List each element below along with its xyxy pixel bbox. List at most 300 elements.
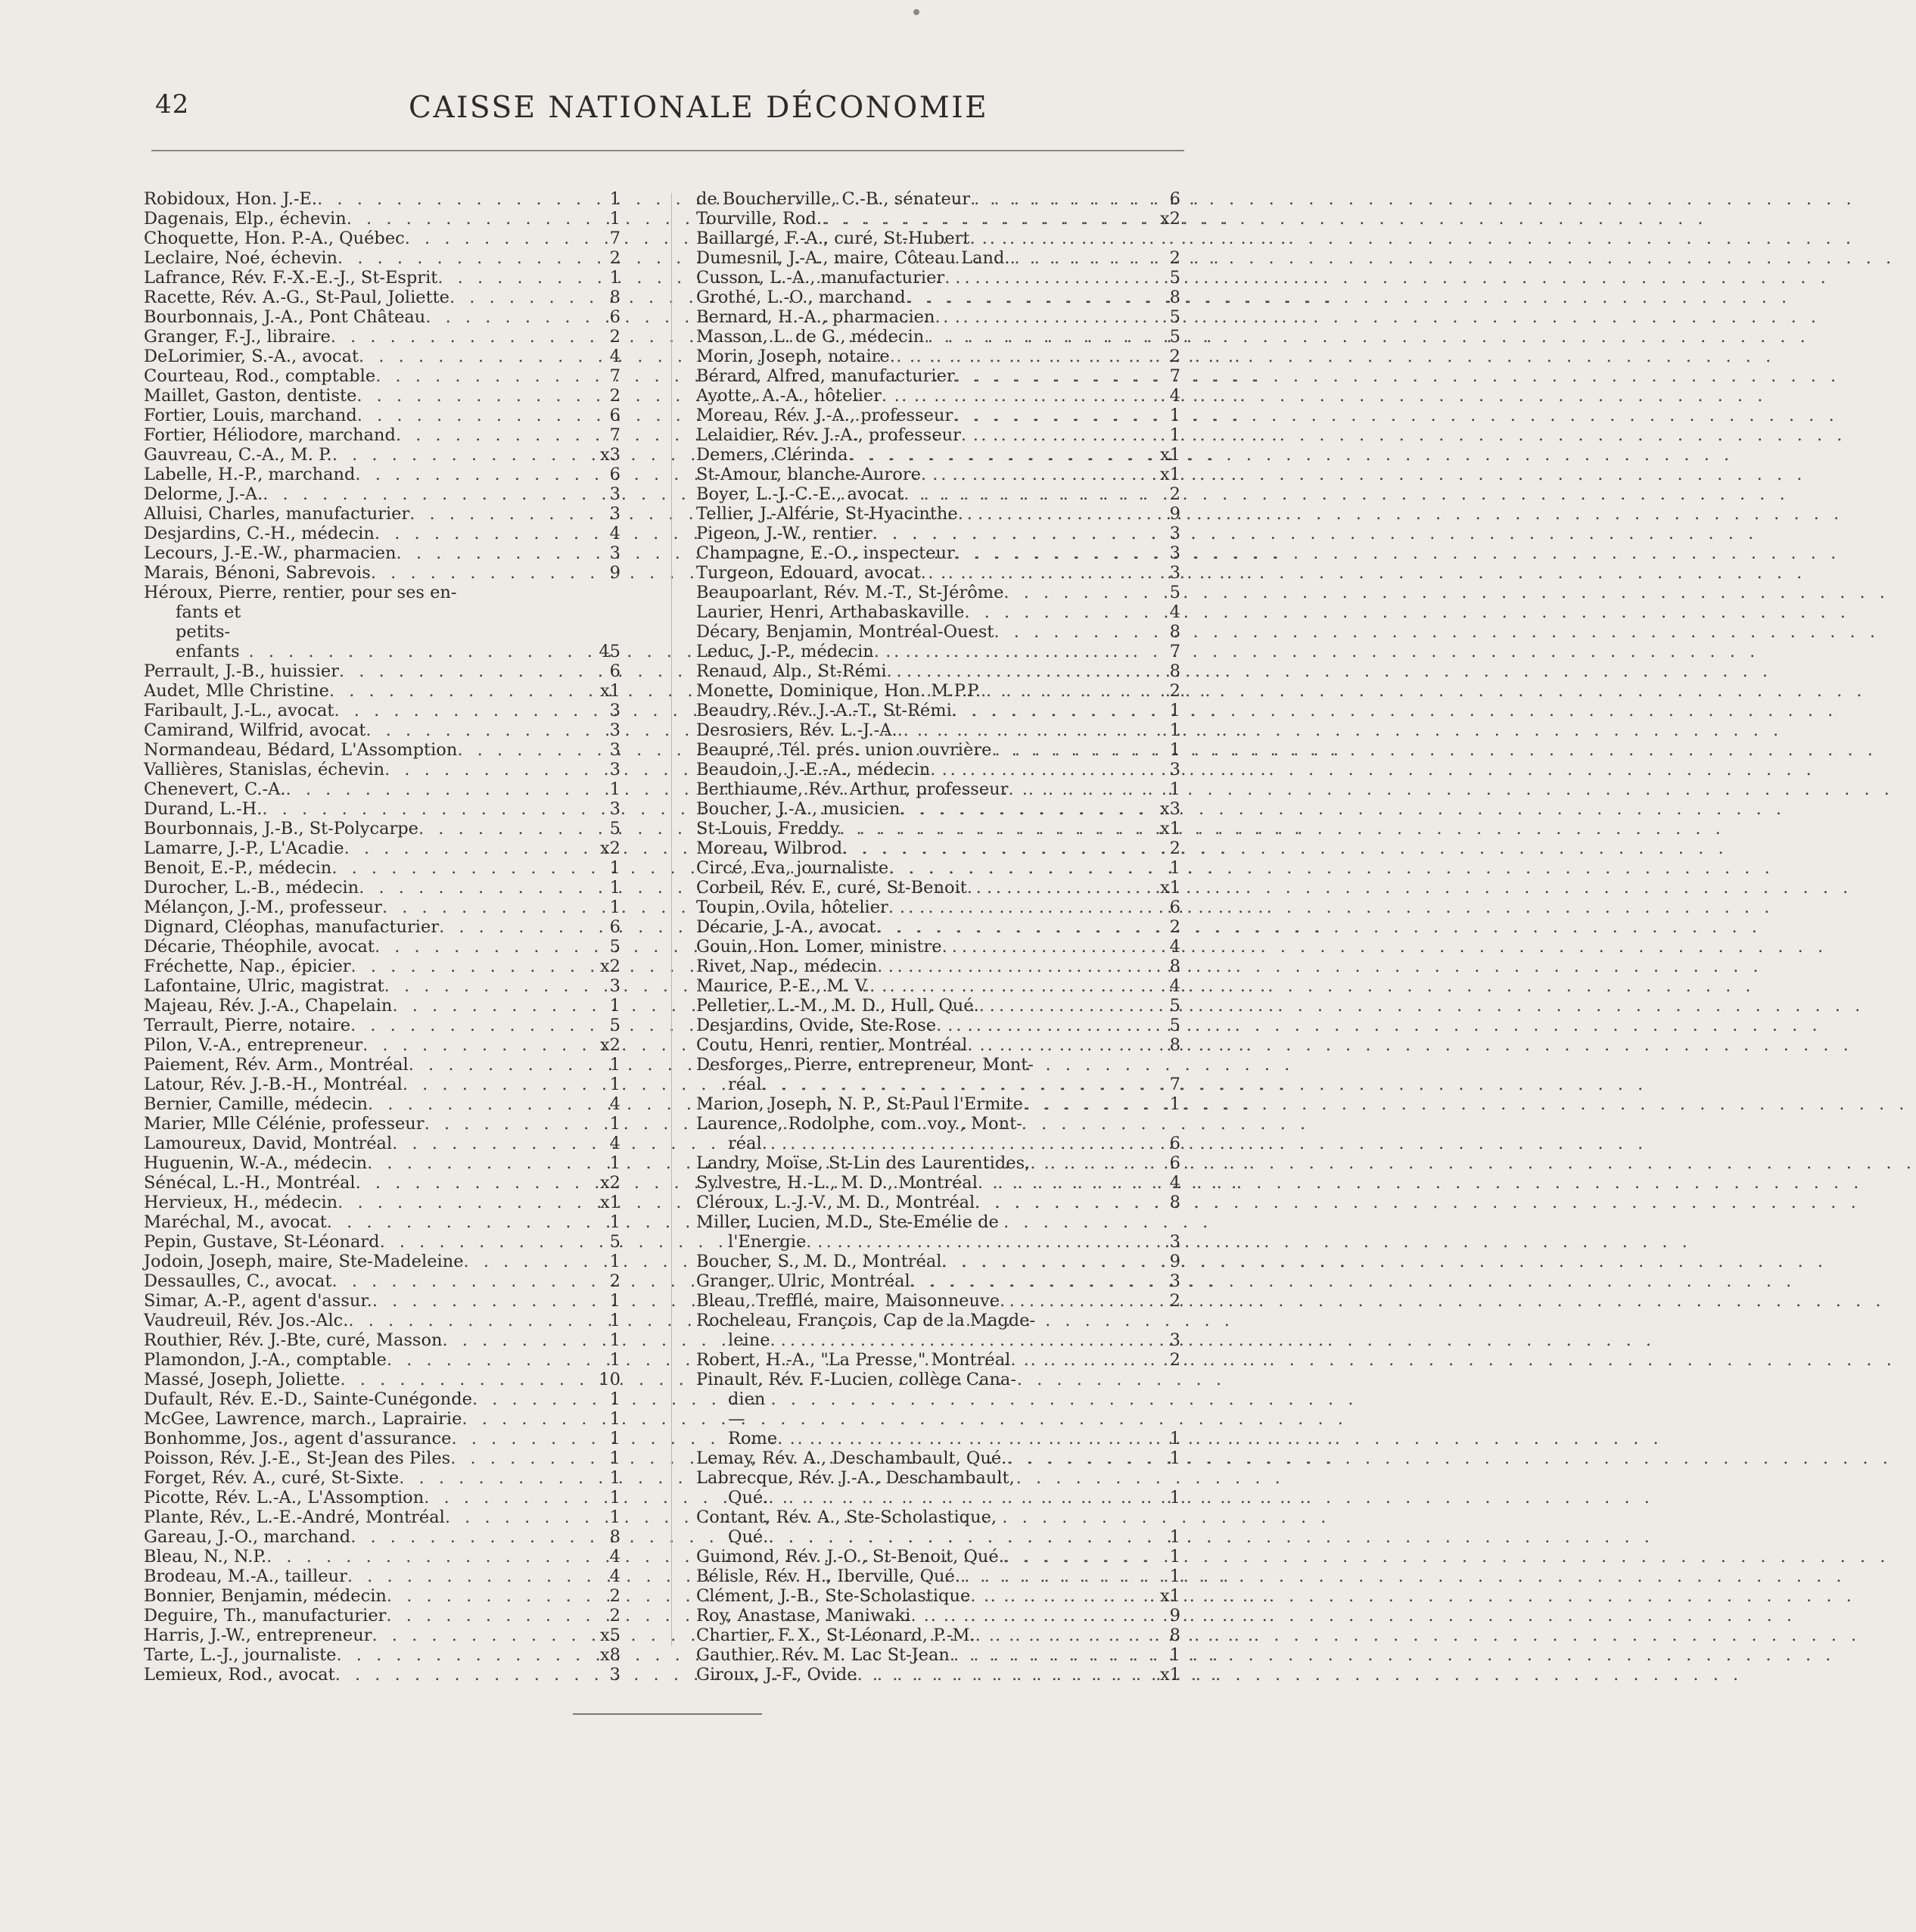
entry-name: Maréchal, M., avocat	[144, 1212, 327, 1232]
list-item	[696, 602, 1180, 622]
entry-name: Ayotte, A.-A., hôtelier	[696, 386, 882, 406]
entry-count: 1	[609, 1291, 621, 1311]
entry-name: Brodeau, M.-A., tailleur	[144, 1566, 347, 1586]
dot-leader	[768, 1488, 1150, 1507]
dot-leader	[266, 1547, 590, 1566]
entry-count: 6	[1169, 189, 1180, 209]
list-item	[696, 229, 1180, 248]
list-item	[144, 504, 621, 524]
entry-name: Lelaidier, Rév. J.-A., professeur	[696, 425, 961, 445]
dot-leader	[339, 661, 590, 681]
entry-name: Choquette, Hon. P.-A., Québec	[144, 229, 405, 248]
entry-count: 8	[609, 288, 621, 307]
entry-name: Vaudreuil, Rév. Jos.-Alc.	[144, 1311, 349, 1330]
page-header	[155, 89, 1180, 135]
list-item	[144, 701, 621, 720]
list-item	[144, 1350, 621, 1370]
page-speck	[913, 9, 919, 15]
dot-leader	[970, 1586, 1150, 1606]
entry-count: 1	[609, 189, 621, 209]
list-item	[696, 425, 1180, 445]
entry-count: 1	[609, 1330, 621, 1350]
list-item	[696, 445, 1180, 465]
entry-name: Hervieux, H., médecin	[144, 1193, 338, 1212]
list-item	[144, 1114, 621, 1134]
dot-leader	[380, 1232, 590, 1252]
list-item	[144, 681, 621, 701]
entry-count: 2	[1169, 484, 1180, 504]
dot-leader	[365, 720, 590, 740]
entry-name: Bourbonnais, J.-A., Pont Château	[144, 307, 426, 327]
dot-leader	[399, 1468, 590, 1488]
dot-leader	[396, 425, 590, 445]
entry-count: 3	[1169, 543, 1180, 563]
entry-name: Normandeau, Bédard, L'Assomption	[144, 740, 458, 760]
entry-name: Berthiaume, Rév. Arthur, professeur	[696, 779, 1009, 799]
list-item	[696, 1448, 1180, 1468]
entry-count: 4	[1169, 1173, 1180, 1193]
list-item	[144, 543, 621, 563]
entry-count: 1	[609, 1429, 621, 1448]
entry-name: Maurice, P.-E., M. V.	[696, 976, 870, 996]
entry-name: Massé, Joseph, Joliette	[144, 1370, 341, 1389]
entry-count: 1	[1169, 1547, 1180, 1566]
dot-leader	[405, 229, 590, 248]
list-item	[144, 209, 621, 229]
dot-leader	[876, 917, 1150, 937]
list-item	[696, 189, 1180, 209]
dot-leader	[1004, 1547, 1150, 1566]
dot-leader	[262, 799, 590, 819]
entry-name: Majeau, Rév. J.-A., Chapelain	[144, 996, 393, 1016]
list-item	[144, 1468, 621, 1488]
entry-count: 3	[1169, 760, 1180, 779]
list-item	[144, 1488, 621, 1507]
entry-count: 4	[609, 524, 621, 543]
dot-leader	[806, 1232, 1150, 1252]
entry-name: Perrault, J.-B., huissier	[144, 661, 339, 681]
entry-name: Courteau, Rod., comptable	[144, 366, 376, 386]
dot-leader	[347, 209, 590, 229]
dot-leader	[958, 504, 1150, 524]
dot-leader	[472, 1389, 590, 1409]
list-item	[696, 583, 1180, 602]
entry-name: Renaud, Alp., St-Rémi	[696, 661, 887, 681]
dot-leader	[877, 957, 1150, 976]
list-item	[696, 917, 1180, 937]
dot-leader	[967, 878, 1150, 898]
entry-count: 8	[1169, 1035, 1180, 1055]
entry-count: 3	[609, 701, 621, 720]
entry-count: x2	[599, 957, 621, 976]
dot-leader	[445, 1507, 590, 1527]
list-item	[144, 1291, 621, 1311]
dot-leader	[362, 1035, 590, 1055]
entry-name: Clément, J.-B., Ste-Scholastique	[696, 1586, 971, 1606]
list-item	[696, 976, 1180, 996]
dot-leader	[900, 799, 1150, 819]
entry-count: 1	[609, 1075, 621, 1094]
entry-name: Morin, Joseph, notaire	[696, 347, 890, 366]
dot-leader	[425, 1114, 590, 1134]
dot-leader	[392, 1134, 590, 1153]
entry-count: 1	[609, 1212, 621, 1232]
dot-leader	[335, 1665, 590, 1685]
entry-count: 3	[1169, 1271, 1180, 1291]
entry-name: Boucher, S., M. D., Montréal	[696, 1252, 942, 1271]
entry-name: Lemay, Rév. A., Deschambault, Qué.	[696, 1448, 1007, 1468]
list-item	[696, 484, 1180, 504]
dot-leader	[387, 1586, 590, 1606]
dot-leader	[392, 996, 590, 1016]
entry-count: 1	[609, 898, 621, 917]
entry-name: Bourbonnais, J.-B., St-Polycarpe	[144, 819, 418, 838]
dot-leader	[367, 1153, 590, 1173]
entry-count: 5	[609, 1232, 621, 1252]
entry-count: 45	[599, 642, 621, 661]
entry-count: 3	[609, 740, 621, 760]
entry-name: Labrecque, Rév. J.-A., Deschambault,	[696, 1468, 1015, 1488]
entry-name: Coutu, Henri, rentier, Montréal	[696, 1035, 968, 1055]
right-column	[696, 189, 1180, 1685]
entry-name: Chenevert, C.-A.	[144, 779, 286, 799]
list-item	[696, 1055, 1180, 1094]
entry-count: x2	[599, 838, 621, 858]
dot-leader	[355, 465, 590, 484]
dot-leader	[329, 681, 590, 701]
entry-count: 1	[1169, 1645, 1180, 1665]
entry-name: Sylvestre, H.-L., M. D., Montréal	[696, 1173, 978, 1193]
entry-count: 3	[1169, 524, 1180, 543]
header-rule	[151, 150, 1184, 151]
entry-continuation: Qué.	[728, 1527, 769, 1547]
dot-leader	[375, 524, 590, 543]
dot-leader	[890, 347, 1150, 366]
entry-count: x5	[599, 1626, 621, 1645]
dot-leader	[888, 898, 1150, 917]
entry-count: 3	[609, 1665, 621, 1685]
dot-leader	[344, 838, 590, 858]
list-item	[696, 347, 1180, 366]
list-item	[696, 1173, 1180, 1193]
entry-count: 4	[609, 1134, 621, 1153]
entry-count: 3	[1169, 1232, 1180, 1252]
entry-count: 1	[609, 1507, 621, 1527]
entry-count: 3	[1169, 1330, 1180, 1350]
dot-leader	[969, 229, 1150, 248]
entry-count: x8	[599, 1645, 621, 1665]
entry-name: Turgeon, Edouard, avocat	[696, 563, 921, 583]
entry-name: Desrosiers, Rév. L.-J.-A.	[696, 720, 897, 740]
dot-leader	[337, 1193, 590, 1212]
entry-name: Gauthier, Rév. M. Lac St-Jean	[696, 1645, 950, 1665]
dot-leader	[848, 445, 1150, 465]
list-item	[696, 366, 1180, 386]
list-item	[144, 1173, 621, 1193]
entry-name: Plamondon, J.-A., comptable	[144, 1350, 387, 1370]
entry-count: 6	[1169, 1134, 1180, 1153]
dot-leader	[930, 760, 1150, 779]
entry-name: Picotte, Rév. L.-A., L'Assomption	[144, 1488, 425, 1507]
list-item	[144, 445, 621, 465]
dot-leader	[263, 484, 590, 504]
dot-leader	[887, 661, 1150, 681]
dot-leader	[356, 1173, 590, 1193]
dot-leader	[975, 1626, 1150, 1645]
entry-count: 1	[1169, 425, 1180, 445]
entry-name: Rocheleau, François, Cap de la Magde-	[696, 1311, 1036, 1330]
entry-count: 5	[1169, 307, 1180, 327]
dot-leader	[450, 1448, 590, 1468]
entry-name: Marais, Bénoni, Sabrevois	[144, 563, 371, 583]
entry-name: Tarte, L.-J., journaliste	[144, 1645, 337, 1665]
list-item	[696, 779, 1180, 799]
entry-name: Cusson, L.-A., manufacturier	[696, 268, 945, 288]
dot-leader	[386, 1606, 590, 1626]
list-item	[696, 957, 1180, 976]
entry-count: 5	[1169, 268, 1180, 288]
list-item	[144, 858, 621, 878]
dot-leader	[955, 366, 1150, 386]
list-item	[144, 1409, 621, 1429]
entry-count: x3	[599, 445, 621, 465]
entry-count: 2	[609, 386, 621, 406]
dot-leader	[1010, 248, 1150, 268]
list-item	[144, 819, 621, 838]
entry-count: 1	[609, 779, 621, 799]
column-divider	[671, 193, 672, 1646]
entry-count: 6	[609, 661, 621, 681]
entry-count: 1	[1169, 1448, 1180, 1468]
entry-name: Robert, H.-A., "La Presse," Montréal	[696, 1350, 1011, 1370]
list-item	[144, 1566, 621, 1586]
entry-count: 1	[609, 996, 621, 1016]
dot-leader	[451, 1429, 590, 1448]
entry-name: de Boucherville, C.-B., sénateur	[696, 189, 971, 209]
list-item	[696, 898, 1180, 917]
entry-count: 4	[609, 1566, 621, 1586]
entry-name: Moreau, Wilbrod	[696, 838, 843, 858]
list-item	[696, 1586, 1180, 1606]
list-item	[144, 1094, 621, 1114]
list-item	[696, 1350, 1180, 1370]
entry-count: 7	[609, 366, 621, 386]
dot-leader	[874, 642, 1150, 661]
entry-count: 1	[1169, 1566, 1180, 1586]
entry-count: 1	[1169, 779, 1180, 799]
entry-count: 5	[609, 1016, 621, 1035]
entry-name: Leclaire, Noé, échevin	[144, 248, 338, 268]
entry-count: 3	[1169, 563, 1180, 583]
entry-continuation: dien — Rome	[728, 1389, 778, 1448]
list-item	[144, 1311, 621, 1330]
dot-leader	[332, 445, 590, 465]
list-item	[144, 1527, 621, 1547]
list-item	[696, 1507, 1180, 1547]
entry-name: Camirand, Wilfrid, avocat	[144, 720, 366, 740]
entry-name: Gauvreau, C.-A., M. P.	[144, 445, 332, 465]
left-column	[144, 189, 621, 1685]
dot-leader	[332, 1271, 590, 1291]
entry-name: Dumesnil, J.-A., maire, Côteau Land.	[696, 248, 1010, 268]
list-item	[696, 1665, 1180, 1685]
list-item	[696, 878, 1180, 898]
dot-leader	[249, 642, 590, 661]
dot-leader	[906, 288, 1150, 307]
entry-count: 1	[609, 1488, 621, 1507]
dot-leader	[371, 563, 590, 583]
entry-name: Boyer, L.-J.-C.-E., avocat	[696, 484, 904, 504]
entry-count: 3	[609, 799, 621, 819]
entry-count: x1	[1159, 445, 1180, 465]
dot-leader	[347, 1566, 590, 1586]
list-item	[696, 642, 1180, 661]
list-item	[696, 1094, 1180, 1114]
dot-leader	[921, 563, 1150, 583]
list-item	[696, 386, 1180, 406]
entry-count: 6	[609, 917, 621, 937]
entry-name: Chartier, F. X., St-Léonard, P.-M.	[696, 1626, 975, 1645]
entry-count: x2	[599, 1173, 621, 1193]
entry-count: 4	[609, 347, 621, 366]
dot-leader	[978, 1173, 1150, 1193]
entry-continuation: Qué.	[728, 1488, 769, 1507]
entry-count: x1	[1159, 1586, 1180, 1606]
dot-leader	[382, 898, 590, 917]
entry-name: Bleau, Trefflé, maire, Maisonneuve	[696, 1291, 1000, 1311]
entry-name: Laurier, Henri, Arthabaskaville	[696, 602, 965, 622]
entry-count: 7	[1169, 642, 1180, 661]
entry-name: Rivet, Nap., médecin	[696, 957, 878, 976]
entry-count: 2	[609, 327, 621, 347]
list-item	[144, 524, 621, 543]
dot-leader	[941, 1252, 1150, 1271]
list-item	[696, 248, 1180, 268]
list-item	[696, 1114, 1180, 1153]
dot-leader	[857, 1665, 1150, 1685]
entry-count: 5	[1169, 996, 1180, 1016]
entry-count: 2	[1169, 838, 1180, 858]
dot-leader	[955, 543, 1150, 563]
dot-leader	[418, 819, 590, 838]
entry-name: Beaudoin, J.-E.-A., médecin	[696, 760, 931, 779]
entry-continuation: leine	[728, 1330, 770, 1350]
list-item	[144, 1547, 621, 1566]
list-item	[696, 858, 1180, 878]
entry-count: 5	[609, 937, 621, 957]
list-item	[696, 996, 1180, 1016]
list-item	[144, 406, 621, 425]
entry-count: 8	[1169, 288, 1180, 307]
entry-count: x1	[1159, 1665, 1180, 1685]
entry-name: Pelletier, L.-M., M. D., Hull, Qué.	[696, 996, 979, 1016]
list-item	[144, 347, 621, 366]
list-item	[144, 760, 621, 779]
list-item	[696, 937, 1180, 957]
list-item	[144, 1153, 621, 1173]
list-item	[144, 1507, 621, 1527]
entry-count: 1	[609, 1409, 621, 1429]
entry-name: Bonhomme, Jos., agent d'assurance	[144, 1429, 452, 1448]
entry-count: 1	[1169, 858, 1180, 878]
entry-count: 9	[1169, 1252, 1180, 1271]
entry-count: 2	[1169, 347, 1180, 366]
entry-name: Pigeon, J.-W., rentier	[696, 524, 872, 543]
entry-count: 1	[1169, 720, 1180, 740]
dot-leader	[1023, 1094, 1150, 1114]
list-item	[696, 1645, 1180, 1665]
dot-leader	[975, 1193, 1150, 1212]
entry-name: Landry, Moïse, St-Lin des Laurentides,	[696, 1153, 1031, 1173]
entry-count: 4	[1169, 937, 1180, 957]
list-item	[696, 622, 1180, 642]
dot-leader	[368, 1094, 590, 1114]
dot-leader	[437, 268, 590, 288]
entry-count: 6	[609, 465, 621, 484]
dot-leader	[991, 740, 1150, 760]
entry-name: Labelle, H.-P., marchand	[144, 465, 356, 484]
entry-name: Contant, Rév. A., Ste-Scholastique,	[696, 1507, 997, 1527]
entry-name: Circé, Eva, journaliste	[696, 858, 889, 878]
entry-count: x1	[599, 681, 621, 701]
list-item	[696, 760, 1180, 779]
entry-name: Harris, J.-W., entrepreneur	[144, 1626, 372, 1645]
dot-leader	[397, 543, 590, 563]
list-item	[696, 268, 1180, 288]
entry-name: Beaupoarlant, Rév. M.-T., St-Jérôme	[696, 583, 1004, 602]
dot-leader	[768, 1527, 1150, 1547]
entry-count: 6	[1169, 898, 1180, 917]
list-item	[696, 1626, 1180, 1645]
entry-name: Bonnier, Benjamin, médecin	[144, 1586, 387, 1606]
list-item	[696, 1271, 1180, 1291]
entry-count: 5	[609, 819, 621, 838]
entry-name: Sénécal, L.-H., Montréal	[144, 1173, 356, 1193]
entry-name: Poisson, Rév. J.-E., St-Jean des Piles	[144, 1448, 451, 1468]
entry-count: 3	[609, 504, 621, 524]
dot-leader	[375, 937, 590, 957]
dot-leader	[967, 1035, 1150, 1055]
list-item	[144, 1212, 621, 1232]
entry-name: Mélançon, J.-M., professeur	[144, 898, 382, 917]
entry-name: Fortier, Héliodore, marchand	[144, 425, 396, 445]
dot-leader	[375, 366, 590, 386]
dot-leader	[961, 425, 1150, 445]
dot-leader	[1008, 779, 1150, 799]
entry-name: Marier, Mlle Célénie, professeur	[144, 1114, 425, 1134]
list-item	[696, 1566, 1180, 1586]
entry-name: Bernard, H.-A., pharmacien	[696, 307, 935, 327]
entry-count: 4	[609, 1094, 621, 1114]
dot-leader	[979, 996, 1150, 1016]
entry-name: Simar, A.-P., agent d'assur.	[144, 1291, 372, 1311]
entry-count: 3	[609, 720, 621, 740]
dot-leader	[994, 622, 1150, 642]
entry-name: Dessaulles, C., avocat	[144, 1271, 332, 1291]
entry-name: Laurence, Rodolphe, com. voy., Mont-	[696, 1114, 1022, 1134]
list-item	[696, 838, 1180, 858]
entry-name: Grothé, L.-O., marchand	[696, 288, 906, 307]
entry-name: Demers, Clérinda	[696, 445, 848, 465]
entry-count: 2	[609, 1586, 621, 1606]
entry-name: Bernier, Camille, médecin	[144, 1094, 369, 1114]
entry-name: Toupin, Ovila, hôtelier	[696, 898, 888, 917]
entry-name: Racette, Rév. A.-G., St-Paul, Joliette	[144, 288, 449, 307]
entry-count: 1	[1169, 1429, 1180, 1448]
dot-leader	[457, 740, 590, 760]
entry-name: Forget, Rév. A., curé, St-Sixte	[144, 1468, 400, 1488]
list-item	[144, 1665, 621, 1685]
